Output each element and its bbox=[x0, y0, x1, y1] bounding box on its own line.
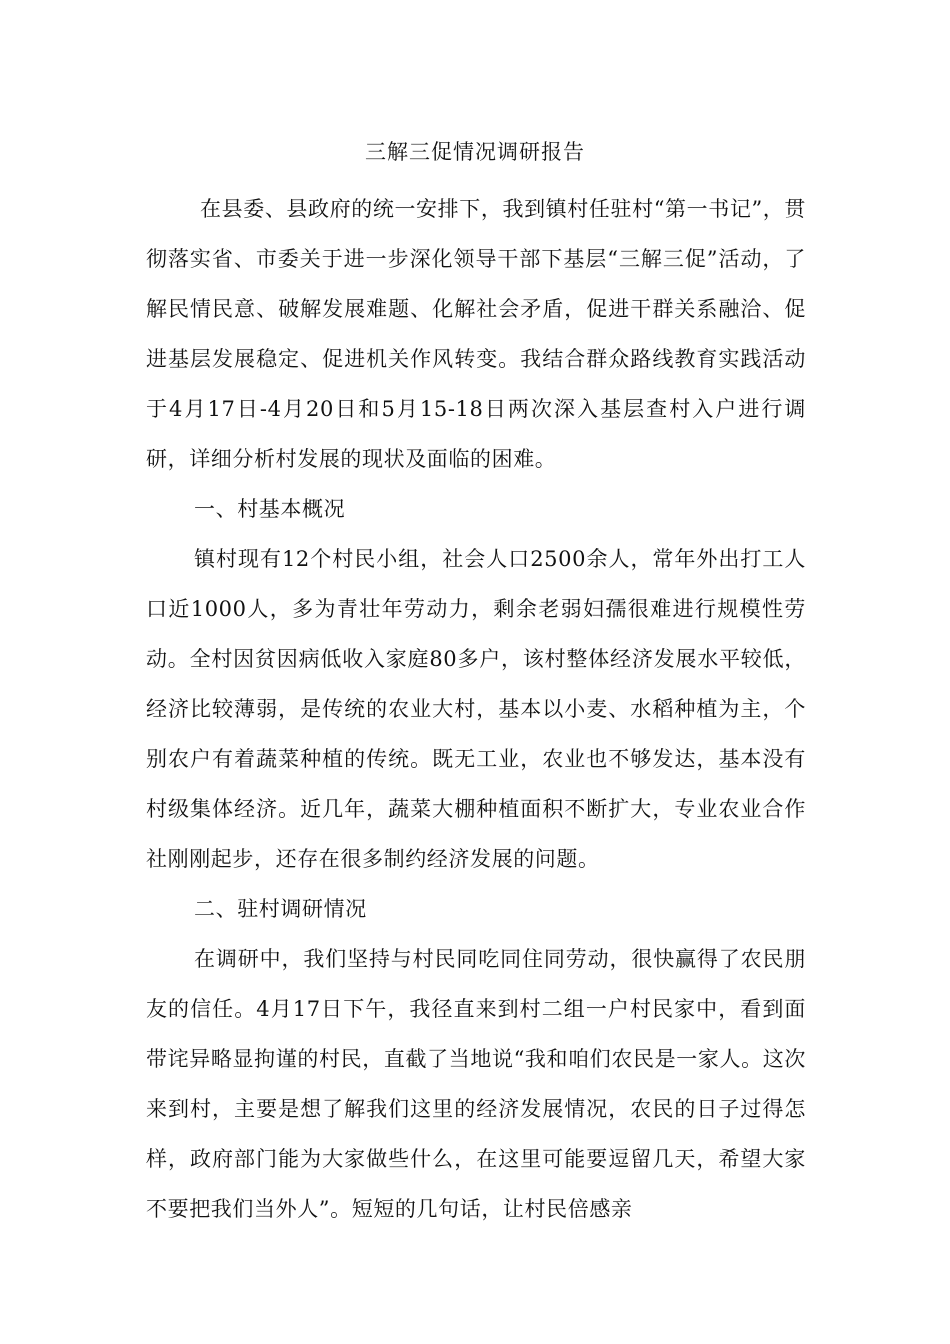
section-paragraph-basic-overview: 镇村现有12个村民小组，社会人口2500余人，常年外出打工人口近1000人，多为青壮年劳动力，剩余老弱妇孺很难进行规模性劳动。全村因贫因病低收入家庭80多户，该村整体经济发展水平较低，经济比较薄弱，是传统的农业大村，基本以小麦、水稻种植为主，个别农户有着蔬菜种植的传统。既无工业，农业也不够发达，基本没有村级集体经济。近几年，蔬菜大棚种植面积不断扩大，专业农业合作社刚刚起步，还存在很多制约经济发展的问题。 bbox=[146, 547, 806, 871]
document-body bbox=[146, 184, 806, 1234]
section-heading-village-research: 二、驻村调研情况 bbox=[194, 897, 367, 921]
section-heading-basic-overview: 一、村基本概况 bbox=[194, 497, 346, 521]
document-title: 三解三促情况调研报告 bbox=[365, 140, 585, 164]
intro-paragraph: 在县委、县政府的统一安排下，我到镇村任驻村“第一书记”，贯彻落实省、市委关于进一步深化领导干部下基层“三解三促”活动，了解民情民意、破解发展难题、化解社会矛盾，促进干群关系融洽、促进基层发展稳定、促进机关作风转变。我结合群众路线教育实践活动于4月17日-4月20日和5月15-18日两次深入基层查村入户进行调研，详细分析村发展的现状及面临的困难。 bbox=[146, 197, 806, 471]
section-paragraph-village-research: 在调研中，我们坚持与村民同吃同住同劳动，很快赢得了农民朋友的信任。4月17日下午，我径直来到村二组一户村民家中，看到面带诧异略显拘谨的村民，直截了当地说“我和咱们农民是一家人。这次来到村，主要是想了解我们这里的经济发展情况，农民的日子过得怎样，政府部门能为大家做些什么，在这里可能要逗留几天，希望大家不要把我们当外人”。短短的几句话，让村民倍感亲 bbox=[146, 947, 806, 1221]
